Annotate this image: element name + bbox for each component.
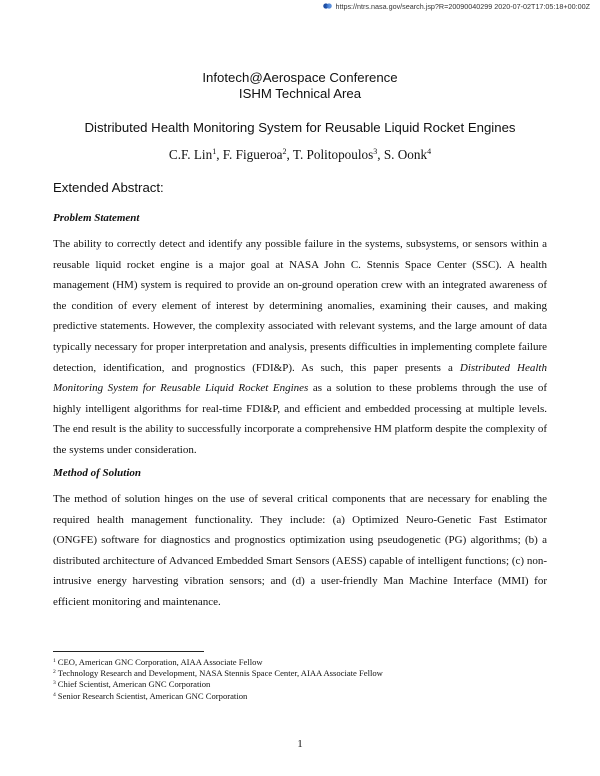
footnote-text: Technology Research and Development, NASA Stennis Space Center, AIAA Associate Fellow [57,668,383,679]
author-separator: , [377,147,384,162]
footnote-mark: 3 [53,680,56,687]
footnote [53,691,547,702]
author-footnote-mark: 3 [373,147,378,156]
technical-area: ISHM Technical Area [238,86,362,101]
ntrs-logo-icon [323,2,332,10]
method-of-solution-paragraph: The method of solution hinges on the use of several critical components that are necessary for enabling the required health management functionality. They include: (a) Optimized Neuro-Genetic Fast Estimator (ONGFE) software for diagnostics and prognostics optimization using pseudogenetic (PG) algorithms; (b) a distributed architecture of Advanced Embedded Smart Sensors (AESS) capable of intelligent functions; (c) non-intrusive energy harvesting vibration sensors; and (d) a user-friendly Man Machine Interface (MMI) for efficient monitoring and maintenance. [53,493,547,608]
author: S. Oonk [383,147,428,162]
author: T. Politopoulos [292,147,374,162]
system-name-italic: Distributed Health Monitoring System for Reusable Liquid Rocket Engines [53,361,547,395]
conference-name: Infotech@Aerospace Conference [202,70,398,85]
author: C.F. Lin [168,147,213,162]
footnote [53,657,547,668]
section-heading-problem: Problem Statement [53,212,140,224]
author: F. Figueroa [222,147,283,162]
author-footnote-mark: 1 [212,147,217,156]
footnote [53,679,547,690]
footnotes [53,657,547,702]
footnote-text: Chief Scientist, American GNC Corporation [57,679,211,690]
problem-statement-paragraph [53,234,547,461]
author-footnote-mark: 4 [427,147,432,156]
footnote-mark: 4 [53,691,56,698]
section-heading-method: Method of Solution [53,467,142,479]
source-url[interactable]: https://ntrs.nasa.gov/search.jsp?R=20090040299 2020-07-02T17:05:18+00:00Z [335,1,590,11]
page-number: 1 [297,738,303,750]
extended-abstract-label: Extended Abstract: [53,180,164,195]
conference-header [0,70,600,102]
author-separator: , [216,147,223,162]
author-footnote-mark: 2 [282,147,287,156]
paper-title: Distributed Health Monitoring System for Reusable Liquid Rocket Engines [84,120,516,135]
footnote-text: CEO, American GNC Corporation, AIAA Associate Fellow [57,657,263,667]
footnote-divider [53,651,204,652]
paragraph-text: as a solution to these problems through the use of highly intelligent algorithms for real-time FDI&P, and efficient and embedded processing at multiple levels. The end result is the ability to successfully incorporate a comprehensive HM platform despite the complexity of the systems under consideration. [53,382,548,456]
author-separator: , [286,147,293,162]
footnote [53,668,547,679]
paragraph-text: The ability to correctly detect and identify any possible failure in the systems, subsystems, or sensors within a reusable liquid rocket engine is a major goal at NASA John C. Stennis Space Center (SSC). A health management (HM) system is required to provide an on-ground operation crew with an integrated awareness of the condition of every element of interest by determining anomalies, examining their causes, and making predictive statements. However, the complexity associated with relevant systems, and the large amount of data typically necessary for proper interpretation and analysis, presents difficulties in implementing complete failure detection, identification, and prognostics (FDI&P). As such, this paper presents a [53,238,547,374]
footnote-text: Senior Research Scientist, American GNC Corporation [57,690,248,701]
footnote-mark: 1 [53,658,56,664]
ntrs-source-stamp [323,0,590,12]
author-list [0,147,600,163]
footnote-mark: 2 [53,669,56,676]
